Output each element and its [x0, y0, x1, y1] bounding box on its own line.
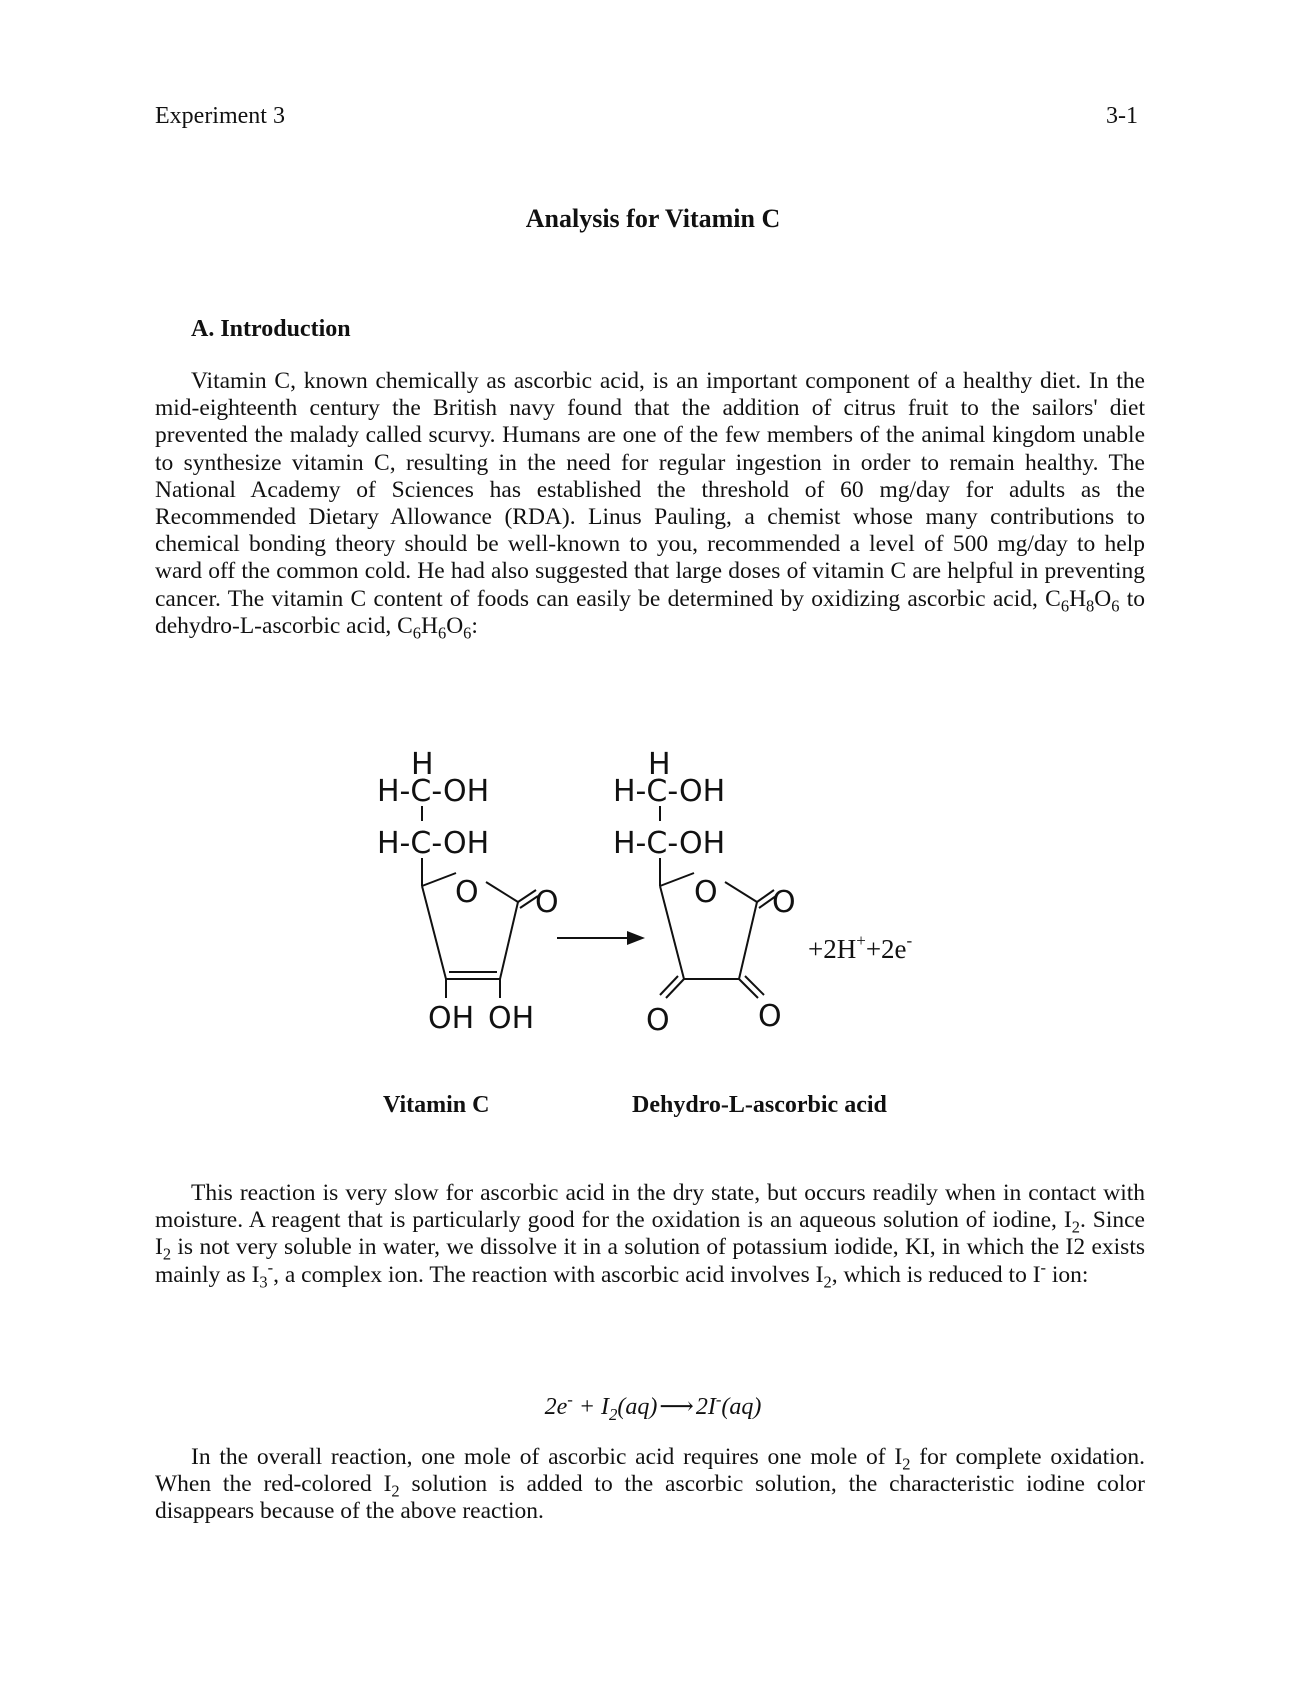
svg-text:O: O	[455, 875, 479, 910]
header-page-number: 3-1	[1106, 103, 1138, 129]
iodine-reduction-equation: $2e^- + I_2(aq)⟶2I^-(aq)$	[544, 1390, 762, 1424]
label-dehydroascorbic-acid: Dehydro-L-ascorbic acid	[632, 1092, 887, 1118]
svg-text:O: O	[772, 885, 796, 920]
svg-text:OH: OH	[488, 1001, 535, 1036]
equation-arrow: ⟶	[659, 1394, 694, 1420]
formula-dehydroascorbic-acid: $C_6H_6O_6$	[397, 612, 472, 643]
svg-text:H: H	[411, 747, 434, 782]
page-title: Analysis for Vitamin C	[525, 204, 781, 233]
svg-text:H-C-OH: H-C-OH	[613, 774, 726, 809]
vitamin-c-structure	[377, 747, 559, 1036]
svg-text:H: H	[648, 747, 671, 782]
dehydroascorbic-acid-structure	[613, 747, 796, 1038]
section-heading-introduction: A. Introduction	[191, 316, 351, 342]
overall-reaction-paragraph: In the overall reaction, one mole of ascorbic acid requires one mole of $I_2$ for complete oxidation. When the red-colored $I_2$ solution is added to the ascorbic solution, the characteristic iodine color disappears because of the above reaction.	[155, 1444, 1145, 1525]
reaction-paragraph: This reaction is very slow for ascorbic acid in the dry state, but occurs readily when in contact with moisture. A reagent that is particularly good for the oxidation is an aqueous solution of iodine, $I_2$. Since $I_2$ is not very soluble in water, we dissolve it in a solution of potassium iodide, KI, in which the I2 exists mainly as $I_3^-$, a complex ion. The reaction with ascorbic acid involves $I_2$, which is reduced to I- ion:	[155, 1180, 1145, 1292]
header-experiment: Experiment 3	[155, 103, 285, 129]
oxidation-reaction-figure	[0, 740, 1306, 1080]
svg-text:O: O	[646, 1003, 670, 1038]
svg-text:O: O	[758, 999, 782, 1034]
svg-text:O: O	[694, 875, 718, 910]
intro-paragraph: Vitamin C, known chemically as ascorbic acid, is an important component of a healthy diet. In the mid-eighteenth century the British navy found that the addition of citrus fruit to the sailors' diet prevented the malady called scurvy. Humans are one of the few members of the animal kingdom unable to synthesize vitamin C, resulting in the need for regular ingestion in order to remain healthy. The National Academy of Sciences has established the threshold of 60 mg/day for adults as the Recommended Dietary Allowance (RDA). Linus Pauling, a chemist whose many contributions to chemical bonding theory should be well-known to you, recommended a level of 500 mg/day to help ward off the common cold. He had also suggested that large doses of vitamin C are helpful in preventing cancer. The vitamin C content of foods can easily be determined by oxidizing ascorbic acid, $C_6H_8O_6$ to dehydro-L-ascorbic acid, $C_6H_6O_6$:	[155, 368, 1146, 643]
formula-ascorbic-acid: $C_6H_8O_6$	[1045, 585, 1120, 616]
label-vitamin-c: Vitamin C	[383, 1092, 490, 1118]
reaction-arrow-head	[627, 931, 645, 945]
svg-text:H-C-OH: H-C-OH	[377, 774, 490, 809]
svg-text:OH: OH	[428, 1001, 475, 1036]
svg-text:H-C-OH: H-C-OH	[613, 826, 726, 861]
reaction-products: +2H++2e-	[808, 931, 913, 964]
svg-text:O: O	[535, 885, 559, 920]
svg-text:H-C-OH: H-C-OH	[377, 826, 490, 861]
